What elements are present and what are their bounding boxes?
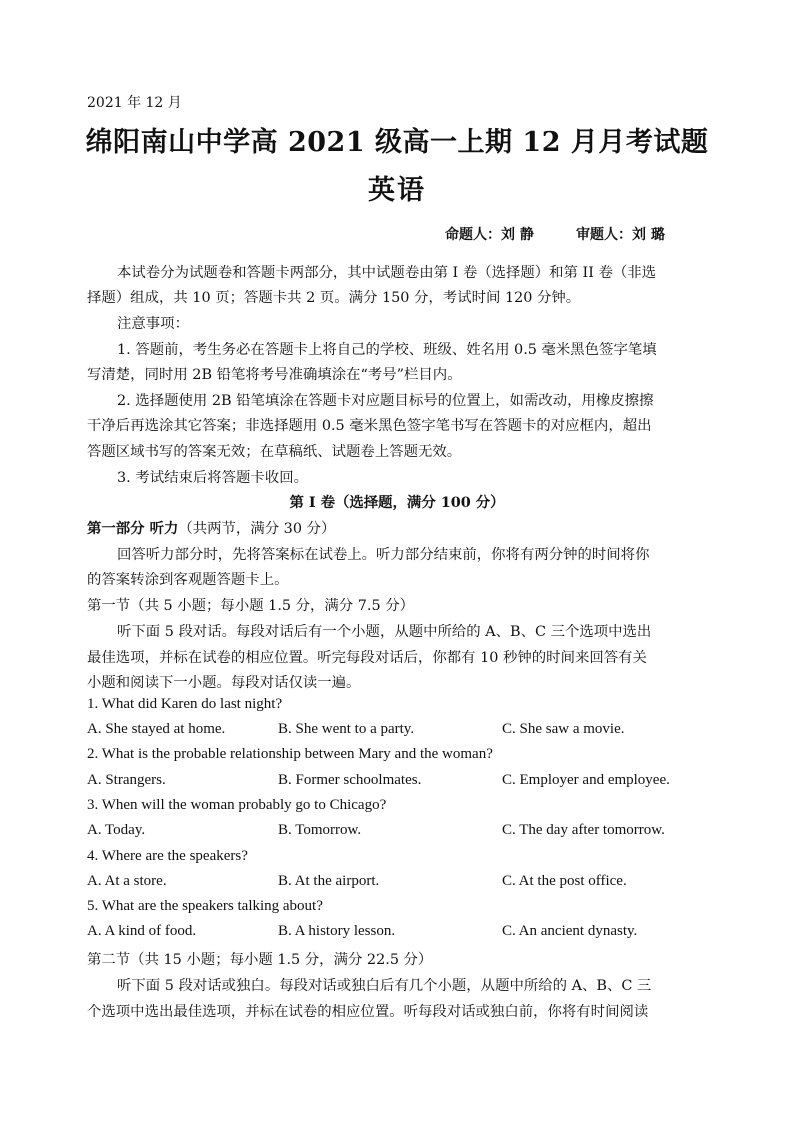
exam-author: 命题人：刘 静 — [445, 227, 534, 243]
option-b: B. She went to a party. — [278, 721, 415, 737]
notice-item-line: 干净后再选涂其它答案；非选择题用 0.5 毫米黑色签字笔书写在答题卡的对应框内，超出 — [87, 418, 652, 434]
question-text: 5. What are the speakers talking about? — [87, 898, 323, 914]
notice-item-line: 3. 考试结束后将答题卡收回。 — [117, 470, 308, 486]
notice-item-line: 写清楚，同时用 2B 铅笔将考号准确填涂在“考号”栏目内。 — [87, 367, 462, 383]
option-a: A. A kind of food. — [87, 923, 197, 939]
section-desc-line: 听下面 5 段对话。每段对话后有一个小题，从题中所给的 A、B、C 三个选项中选出 — [117, 624, 652, 640]
question-text: 3. When will the woman probably go to Chicago? — [87, 797, 387, 813]
exam-subject: 英语 — [368, 175, 426, 206]
volume-heading: 第 I 卷（选择题，满分 100 分） — [289, 494, 505, 511]
exam-date: 2021 年 12 月 — [87, 95, 182, 111]
notice-heading: 注意事项： — [117, 316, 189, 332]
section-desc-line: 最佳选项，并标在试卷的相应位置。听完每段对话后，你都有 10 秒钟的时间来回答有关 — [87, 650, 647, 666]
intro-paragraph-line: 择题）组成，共 10 页；答题卡共 2 页。满分 150 分，考试时间 120 分钟。 — [87, 290, 581, 306]
section-desc-line: 小题和阅读下一小题。每段对话仅读一遍。 — [87, 675, 361, 691]
option-b: B. Tomorrow. — [278, 822, 362, 838]
question-text: 2. What is the probable relationship between Mary and the woman? — [87, 746, 493, 762]
option-b: B. Former schoolmates. — [278, 772, 422, 788]
option-a: A. She stayed at home. — [87, 721, 226, 737]
intro-paragraph-line: 本试卷分为试题卷和答题卡两部分，其中试题卷由第 I 卷（选择题）和第 II 卷（非选 — [117, 265, 657, 281]
option-b: B. A history lesson. — [278, 923, 396, 939]
option-c: C. She saw a movie. — [502, 721, 625, 737]
notice-item-line: 2. 选择题使用 2B 铅笔填涂在答题卡对应题目标号的位置上，如需改动，用橡皮擦擦 — [117, 393, 654, 409]
part-desc-line: 的答案转涂到客观题答题卡上。 — [87, 572, 289, 588]
part-heading — [87, 517, 335, 538]
option-a: A. Today. — [87, 822, 146, 838]
option-b: B. At the airport. — [278, 873, 380, 889]
notice-item-line: 1. 答题前，考生务必在答题卡上将自己的学校、班级、姓名用 0.5 毫米黑色签字笔填 — [117, 342, 657, 358]
section-desc-line: 个选项中选出最佳选项，并标在试卷的相应位置。听每段对话或独白前，你将有时间阅读 — [87, 1004, 649, 1020]
question-text: 4. Where are the speakers? — [87, 848, 248, 864]
notice-item-line: 答题区域书写的答案无效；在草稿纸、试题卷上答题无效。 — [87, 444, 462, 460]
option-c: C. An ancient dynasty. — [502, 923, 638, 939]
option-a: A. At a store. — [87, 873, 167, 889]
option-c: C. At the post office. — [502, 873, 627, 889]
part-heading-detail: （共两节，满分 30 分） — [178, 521, 336, 537]
exam-reviewer: 审题人：刘 璐 — [576, 227, 665, 243]
section-heading: 第二节（共 15 小题；每小题 1.5 分，满分 22.5 分） — [87, 952, 433, 968]
part-desc-line: 回答听力部分时，先将答案标在试卷上。听力部分结束前，你将有两分钟的时间将你 — [117, 547, 650, 563]
exam-title: 绵阳南山中学高 2021 级高一上期 12 月月考试题 — [85, 127, 709, 158]
question-text: 1. What did Karen do last night? — [87, 696, 283, 712]
part-heading-title: 第一部分 听力 — [87, 520, 179, 537]
section-desc-line: 听下面 5 段对话或独白。每段对话或独白后有几个小题，从题中所给的 A、B、C 三 — [117, 978, 652, 994]
section-heading: 第一节（共 5 小题；每小题 1.5 分，满分 7.5 分） — [87, 598, 415, 614]
option-a: A. Strangers. — [87, 772, 166, 788]
option-c: C. Employer and employee. — [502, 772, 670, 788]
option-c: C. The day after tomorrow. — [502, 822, 665, 838]
